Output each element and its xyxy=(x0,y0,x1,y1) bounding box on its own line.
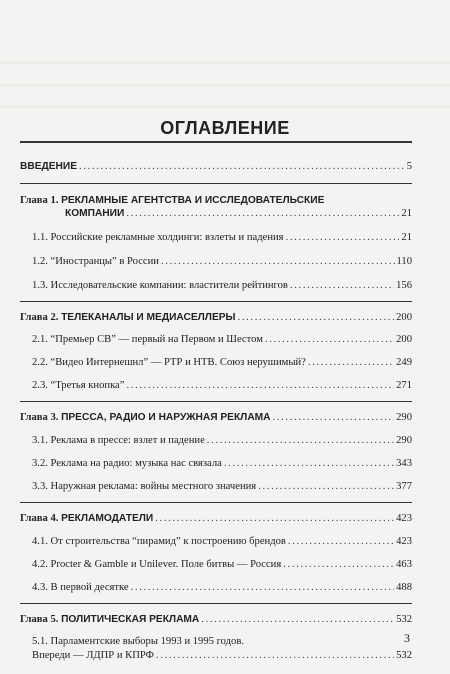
chapter-5-heading: Глава 5. ПОЛИТИЧЕСКАЯ РЕКЛАМА . . . 532 xyxy=(20,613,412,626)
chapter-3-heading: Глава 3. ПРЕССА, РАДИО И НАРУЖНАЯ РЕКЛАМА . . . 290 xyxy=(20,411,412,424)
separator xyxy=(20,502,412,503)
title-rule xyxy=(20,141,412,143)
page-number: 3 xyxy=(404,631,410,645)
toc-entry: 2.3. “Третья кнопка” . . . 271 xyxy=(20,379,412,392)
intro-label: ВВЕДЕНИЕ xyxy=(20,161,78,172)
chapter-2-heading: Глава 2. ТЕЛЕКАНАЛЫ И МЕДИАСЕЛЛЕРЫ . . . 200 xyxy=(20,311,412,324)
toc-entry: 4.2. Procter & Gamble и Unilever. Поле битвы — Россия . . . 463 xyxy=(20,558,412,571)
separator xyxy=(20,603,412,604)
toc-entry: 4.3. В первой десятке . . . 488 xyxy=(20,581,412,594)
chapter-4-heading: Глава 4. РЕКЛАМОДАТЕЛИ . . . 423 xyxy=(20,512,412,525)
dot-leader xyxy=(126,207,399,220)
toc-entry: 4.1. От строительства “пирамид” к построению брендов . . . 423 xyxy=(20,535,412,548)
toc-entry: 2.2. “Видео Интернешнл” — РТР и НТВ. Союз нерушимый? . . . 249 xyxy=(20,356,412,369)
toc-entry: 3.1. Реклама в прессе: взлет и падение . . . 290 xyxy=(20,434,412,447)
show-through-line xyxy=(0,62,450,64)
toc-entry: 1.3. Исследовательские компании: властители рейтингов . . . 156 xyxy=(20,279,412,292)
toc-entry: 1.2. “Иностранцы” в России . . . 110 xyxy=(20,255,412,268)
toc-entry: 3.2. Реклама на радио: музыка нас связала . . . 343 xyxy=(20,457,412,470)
toc-entry: 2.1. “Премьер СВ” — первый на Первом и Шестом . . . 200 xyxy=(20,333,412,346)
dot-leader xyxy=(79,160,405,173)
table-of-contents xyxy=(20,160,412,662)
separator xyxy=(20,401,412,402)
page-title: ОГЛАВЛЕНИЕ xyxy=(160,118,290,138)
separator xyxy=(20,183,412,184)
toc-entry-line1: 5.1. Парламентские выборы 1993 и 1995 годов. xyxy=(32,636,245,647)
toc-entry: Впереди — ЛДПР и КПРФ . . . 532 xyxy=(20,649,412,662)
toc-entry: 3.3. Наружная реклама: войны местного значения . . . 377 xyxy=(20,480,412,493)
page-ref: 5 xyxy=(406,161,412,172)
separator xyxy=(20,301,412,302)
toc-entry: 1.1. Российские рекламные холдинги: взлеты и падения . . . 21 xyxy=(20,231,412,244)
show-through-line xyxy=(0,106,450,108)
chapter-1-heading: Глава 1. РЕКЛАМНЫЕ АГЕНТСТВА И ИССЛЕДОВАТЕЛЬСКИЕ xyxy=(20,195,325,206)
show-through-line xyxy=(0,84,450,86)
chapter-1-heading-cont: КОМПАНИИ . . . 21 xyxy=(20,207,412,220)
toc-entry-intro xyxy=(20,160,412,173)
